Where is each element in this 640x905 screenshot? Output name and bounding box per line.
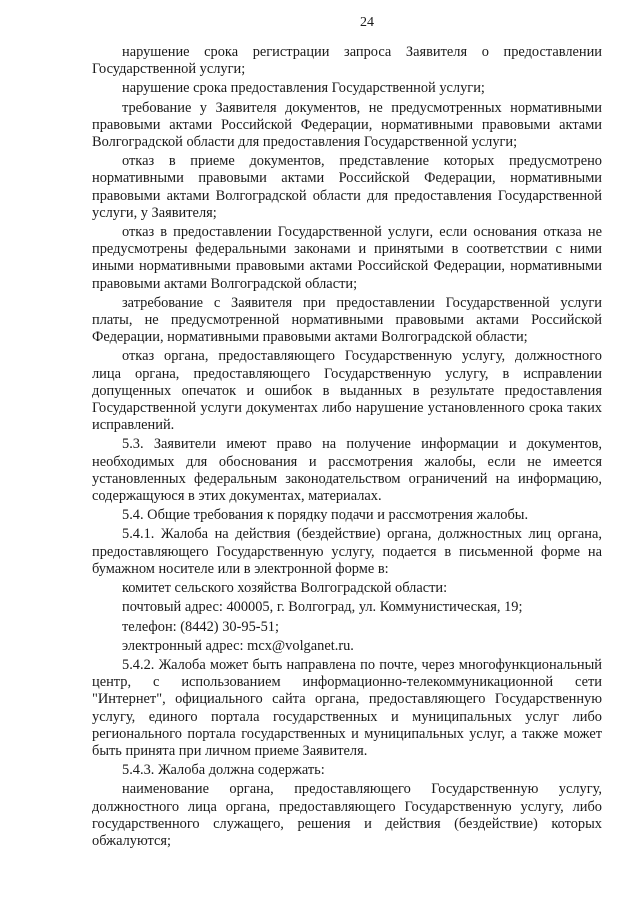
section-5-4-3: 5.4.3. Жалоба должна содержать: [122,762,325,779]
paragraph: требование у Заявителя документов, не предусмотренных нормативными правовыми актами Российской Федерации, нормативными правовыми актами Волгоградской области для предоставления Государственной услуги; [92,99,602,151]
section-5-4-2: 5.4.2. Жалоба может быть направлена по почте, через многофункциональный центр, с использованием информационно-телекоммуникационной сети "Интернет", официального сайта органа, предоставляющего Государственную услугу, единого портала государственных и муниципальных услуг либо регионального портала государственных и муниципальных услуг, а также может быть принята при личном приеме Заявителя. [92,656,602,759]
page-number: 24 [360,15,374,30]
section-5-3: 5.3. Заявители имеют право на получение информации и документов, необходимых для обоснования и рассмотрения жалобы, если не имеется установленных федеральным законодательством ограничений на информацию, содержащуюся в этих документах, материалах. [92,436,602,505]
committee-name: комитет сельского хозяйства Волгоградской области: [122,580,448,597]
section-5-4-1: 5.4.1. Жалоба на действия (бездействие) органа, должностных лиц органа, предоставляющего Государственную услугу, подается в письменной форме на бумажном носителе или в электронной форме в: [92,526,602,577]
phone-number: телефон: (8442) 30-95-51; [122,618,279,635]
email-address: электронный адрес: mcx@volganet.ru. [122,637,354,654]
section-5-4-heading: 5.4. Общие требования к порядку подачи и рассмотрения жалобы. [122,507,529,524]
paragraph: наименование органа, предоставляющего Государственную услугу, должностного лица органа, предоставляющего Государственную услугу, либо государственного служащего, решения и действия (бездействие) которых обжалуются; [92,781,602,849]
paragraph: отказ в приеме документов, представление которых предусмотрено нормативными правовыми актами Российской Федерации, нормативными правовыми актами Волгоградской области для предоставления Государственной услуги, у Заявителя; [92,153,602,221]
paragraph: отказ в предоставлении Государственной услуги, если основания отказа не предусмотрены федеральными законами и принятыми в соответствии с ними иными нормативными правовыми актами Российской Федерации, нормативными правовыми актами Волгоградской области; [92,224,602,292]
paragraph: нарушение срока регистрации запроса Заявителя о предоставлении Государственной услуги; [92,44,602,78]
paragraph: затребование с Заявителя при предоставлении Государственной услуги платы, не предусмотренной нормативными правовыми актами Российской Федерации, нормативными правовыми актами Волгоградской области; [92,294,602,346]
document-body [92,44,602,850]
paragraph: отказ органа, предоставляющего Государственную услугу, должностного лица органа, предоставляющего Государственную услугу, в исправлении допущенных опечаток и ошибок в выданных в результате предоставления Государственной услуги документах либо нарушение установленного срока таких исправлений. [92,348,602,434]
postal-address: почтовый адрес: 400005, г. Волгоград, ул. Коммунистическая, 19; [122,599,523,616]
paragraph: нарушение срока предоставления Государственной услуги; [122,80,485,97]
